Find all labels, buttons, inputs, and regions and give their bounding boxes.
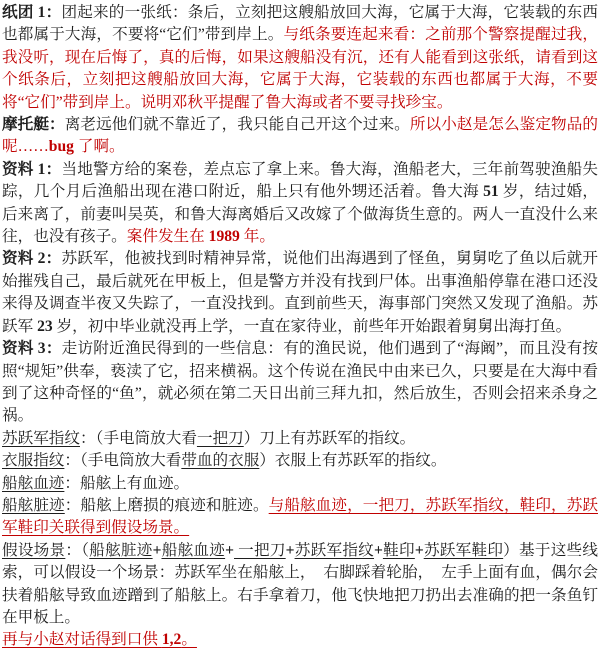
text-run: 船舷脏迹 — [2, 496, 65, 514]
text-run: 纸团 1： — [2, 4, 62, 21]
text-run: 离老远他们就不靠近了，我只能自己开这个过来。 — [64, 116, 410, 134]
text-run: 船舷血迹 — [2, 474, 65, 492]
text-run: 岁，结过婚，后来离了，前妻叫吴英，和鲁大海离婚后又改嫁了个做海货生意的。两人一直没什么来往，也没有孩子。 — [2, 183, 598, 246]
text-run: ：（手电筒放大看 — [79, 429, 197, 447]
text-run: 资料 3： — [2, 340, 62, 358]
clue-clothes-fingerprint — [2, 450, 598, 472]
text-run: ：（ — [65, 541, 90, 559]
text-run: ）刀上有苏跃军的指纹。 — [243, 429, 416, 447]
document-page — [2, 2, 598, 649]
text-run: 再与小赵对话得到口供 — [2, 631, 162, 649]
clue-gunwale-blood — [2, 473, 598, 495]
text-run: 案件发生在 — [126, 228, 209, 246]
text-run: 。 — [181, 631, 197, 649]
text-run: 苏跃军，他被找到时精神异常，说他们出海遇到了怪鱼，舅舅吃了鱼以后就开始摧残自己，最后就死在甲板上，但是警方并没有找到尸体。出事渔船停靠在港口还没来得及调查半夜又失踪了，一直没找到。直到前些天，海事部门突然又发现了渔船。苏跃军 — [2, 250, 598, 335]
text-run: 苏跃军指纹 — [2, 429, 80, 447]
text-run: + — [152, 541, 162, 559]
text-run: 带血的衣服 — [181, 452, 260, 470]
text-run: 1989 — [208, 228, 240, 246]
text-run: 与船舷血迹，一把刀，苏跃军指纹，鞋印，苏跃军鞋印关联得到假设场景。 — [2, 496, 598, 537]
text-run: 摩托艇： — [2, 116, 65, 134]
text-run: ）衣服上有苏跃军的指纹。 — [259, 452, 447, 470]
text-run: 船舷脏迹 — [89, 541, 153, 559]
text-run: 1,2 — [161, 631, 182, 649]
case-file-2 — [2, 248, 598, 338]
paper-ball-note — [2, 2, 598, 114]
clue-su-fingerprint — [2, 428, 598, 450]
text-run: 苏跃军指纹 — [294, 541, 375, 559]
text-run: 苏跃军鞋印 — [423, 541, 504, 559]
text-run: 51 — [483, 183, 499, 201]
text-run: ）基于这些线索，可以假设一个场景：苏跃军坐在船舷上， 右脚踩着轮胎， 左手上面有血，偶尔会扶着船舷导致血迹蹭到了船舷上。右手拿着刀，他飞快地把刀扔出去准确的把一条鱼钉在甲板上。 — [2, 541, 598, 626]
text-run: ：船舷上磨损的痕迹和脏迹。 — [64, 496, 269, 514]
text-run: 资料 1： — [2, 160, 62, 178]
text-run: + — [285, 541, 295, 559]
text-run: 一把刀 — [196, 429, 244, 447]
hypothesis-scene — [2, 540, 598, 630]
text-run: ：船舷上有血迹。 — [64, 474, 190, 492]
text-run: + — [374, 541, 383, 559]
next-step-note — [2, 629, 598, 651]
text-run: bug — [48, 138, 74, 156]
text-run: + — [414, 541, 424, 559]
text-run: 资料 2： — [2, 250, 62, 268]
text-run: 船舷血迹 — [161, 541, 226, 559]
text-run: + — [225, 541, 234, 559]
text-run: 团起来的一张纸：条后，立刻把这艘船放回大海，它属于大海，它装载的东西也都属于大海，不要将“它们”带到岸上。 — [2, 4, 598, 44]
text-run: 一把刀 — [234, 541, 286, 559]
text-run: ：（手电筒放大看 — [64, 452, 182, 470]
case-file-3 — [2, 338, 598, 428]
text-run: 年。 — [239, 228, 275, 246]
text-run: 与纸条要连起来看：之前那个警察提醒过我，我没听，现在后悔了，真的后悔，如果这艘船没有沉，还有人能看到这张纸，请看到这个纸条后，立刻把这艘船放回大海，它属于大海，它装载的东西也都属于大海，不要将“它们”带到岸上。说明邓秋平提醒了鲁大海或者不要寻找珍宝。 — [2, 26, 598, 111]
text-run: 所以小赵是怎么鉴定物品的呢…… — [2, 116, 598, 156]
text-run: 衣服指纹 — [2, 452, 65, 470]
clue-gunwale-dirt — [2, 495, 598, 540]
text-run: 走访附近渔民得到的一些信息：有的渔民说，他们遇到了“海阚”，而且没有按照“规矩”供奉，亵渎了它，招来横祸。这个传说在渔民中由来已久，只要是在大海中看到了这种奇怪的“鱼”，就必须在第二天日出前三拜九扣，然后放生，否则会招来杀身之祸。 — [2, 340, 598, 425]
text-run: 岁，初中毕业就没再上学，一直在家待业，前些年开始跟着舅舅出海打鱼。 — [52, 317, 572, 335]
text-run: 23 — [37, 317, 53, 335]
text-run: 鞋印 — [382, 541, 415, 559]
text-run: 假设场景 — [2, 541, 66, 559]
text-run: 了啊。 — [73, 138, 125, 156]
text-run: 当地警方给的案卷，差点忘了拿上来。鲁大海，渔船老大，三年前驾驶渔船失踪，几个月后渔船出现在港口附近，船上只有他外甥还活着。鲁大海 — [2, 160, 598, 201]
case-file-1 — [2, 159, 598, 249]
motorboat-note — [2, 114, 598, 159]
